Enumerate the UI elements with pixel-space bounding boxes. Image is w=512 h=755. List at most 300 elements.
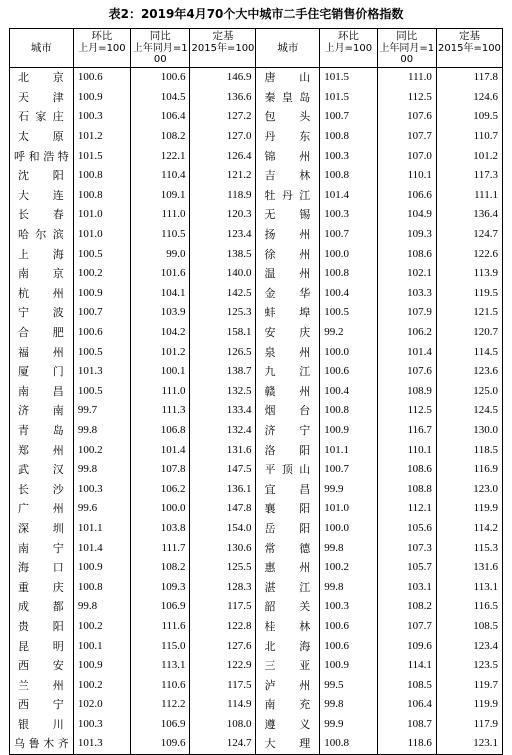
table-row: [10, 675, 503, 695]
table-row: [10, 362, 503, 382]
right-city-name: 襄阳: [256, 499, 320, 519]
right-city-name: 徐州: [256, 244, 320, 264]
left-yoy-value: 110.5: [131, 225, 190, 245]
right-base-value: 110.7: [436, 127, 502, 147]
left-mom-value: 100.8: [73, 186, 130, 206]
left-city-name: 福州: [10, 342, 74, 362]
right-base-value: 117.8: [436, 68, 502, 88]
right-base-value: 109.5: [436, 107, 502, 127]
table-row: [10, 244, 503, 264]
table-row: [10, 421, 503, 441]
left-city-name: 兰州: [10, 675, 74, 695]
right-city-name: 遵义: [256, 715, 320, 735]
left-base-value: 146.9: [190, 68, 256, 88]
right-base-value: 118.5: [436, 440, 502, 460]
right-yoy-value: 108.5: [377, 675, 436, 695]
mom-header-left: 环比: [73, 29, 130, 44]
left-mom-value: 100.6: [73, 68, 130, 88]
right-city-name: 岳阳: [256, 519, 320, 539]
left-city-name: 广州: [10, 499, 74, 519]
right-city-name: 泸州: [256, 675, 320, 695]
right-base-value: 116.9: [436, 460, 502, 480]
left-yoy-value: 104.5: [131, 88, 190, 108]
right-base-value: 119.9: [436, 695, 502, 715]
left-city-name: 西宁: [10, 695, 74, 715]
right-yoy-value: 101.4: [377, 342, 436, 362]
left-mom-value: 99.8: [73, 460, 130, 480]
left-mom-value: 100.8: [73, 166, 130, 186]
left-yoy-value: 104.1: [131, 284, 190, 304]
table-header: [10, 29, 503, 68]
left-yoy-value: 108.2: [131, 558, 190, 578]
left-base-value: 117.5: [190, 675, 256, 695]
right-city-name: 北海: [256, 636, 320, 656]
left-mom-value: 101.1: [73, 519, 130, 539]
left-city-name: 乌鲁木齐: [10, 734, 74, 754]
table-row: [10, 68, 503, 88]
left-mom-value: 100.6: [73, 323, 130, 343]
right-base-value: 124.6: [436, 88, 502, 108]
left-yoy-value: 103.9: [131, 303, 190, 323]
table-row: [10, 401, 503, 421]
table-row: [10, 715, 503, 735]
right-yoy-value: 105.7: [377, 558, 436, 578]
right-city-name: 包头: [256, 107, 320, 127]
left-base-value: 126.5: [190, 342, 256, 362]
left-yoy-value: 111.7: [131, 538, 190, 558]
base-subheader-right: 2015年=100: [436, 43, 502, 68]
right-yoy-value: 107.6: [377, 107, 436, 127]
right-city-name: 唐山: [256, 68, 320, 88]
right-base-value: 115.3: [436, 538, 502, 558]
left-city-name: 青岛: [10, 421, 74, 441]
right-yoy-value: 108.2: [377, 597, 436, 617]
right-city-name: 泉州: [256, 342, 320, 362]
right-mom-value: 100.7: [320, 460, 377, 480]
left-yoy-value: 111.6: [131, 617, 190, 637]
right-yoy-value: 110.1: [377, 440, 436, 460]
left-mom-value: 100.2: [73, 617, 130, 637]
right-base-value: 116.5: [436, 597, 502, 617]
left-base-value: 140.0: [190, 264, 256, 284]
table-row: [10, 617, 503, 637]
left-yoy-value: 111.3: [131, 401, 190, 421]
left-base-value: 132.4: [190, 421, 256, 441]
left-city-name: 合肥: [10, 323, 74, 343]
right-mom-value: 100.8: [320, 734, 377, 754]
right-base-value: 124.7: [436, 225, 502, 245]
table-row: [10, 264, 503, 284]
left-yoy-value: 99.0: [131, 244, 190, 264]
left-base-value: 128.3: [190, 577, 256, 597]
left-city-name: 厦门: [10, 362, 74, 382]
right-city-name: 金华: [256, 284, 320, 304]
right-mom-value: 100.3: [320, 597, 377, 617]
left-yoy-value: 107.8: [131, 460, 190, 480]
left-city-name: 大连: [10, 186, 74, 206]
left-base-value: 158.1: [190, 323, 256, 343]
left-mom-value: 101.3: [73, 734, 130, 754]
table-row: [10, 695, 503, 715]
right-base-value: 122.6: [436, 244, 502, 264]
right-mom-value: 100.0: [320, 519, 377, 539]
right-base-value: 119.9: [436, 499, 502, 519]
right-city-name: 大理: [256, 734, 320, 754]
right-mom-value: 100.6: [320, 362, 377, 382]
left-base-value: 123.4: [190, 225, 256, 245]
right-city-name: 常德: [256, 538, 320, 558]
table-row: [10, 499, 503, 519]
left-city-name: 太原: [10, 127, 74, 147]
left-base-value: 108.0: [190, 715, 256, 735]
left-base-value: 136.6: [190, 88, 256, 108]
left-mom-value: 100.3: [73, 715, 130, 735]
right-yoy-value: 109.3: [377, 225, 436, 245]
right-mom-value: 99.8: [320, 695, 377, 715]
right-mom-value: 99.8: [320, 577, 377, 597]
left-city-name: 西安: [10, 656, 74, 676]
table-row: [10, 558, 503, 578]
table-row: [10, 577, 503, 597]
right-city-name: 洛阳: [256, 440, 320, 460]
left-yoy-value: 109.3: [131, 577, 190, 597]
right-mom-value: 100.7: [320, 225, 377, 245]
right-city-name: 九江: [256, 362, 320, 382]
table-title: 表2：2019年4月70个大中城市二手住宅销售价格指数: [108, 7, 404, 21]
left-yoy-value: 101.2: [131, 342, 190, 362]
left-city-name: 成都: [10, 597, 74, 617]
left-yoy-value: 108.2: [131, 127, 190, 147]
right-mom-value: 101.0: [320, 499, 377, 519]
table-row: [10, 323, 503, 343]
right-yoy-value: 112.1: [377, 499, 436, 519]
left-base-value: 118.9: [190, 186, 256, 206]
left-mom-value: 101.0: [73, 205, 130, 225]
right-base-value: 130.0: [436, 421, 502, 441]
left-mom-value: 101.3: [73, 362, 130, 382]
left-city-name: 沈阳: [10, 166, 74, 186]
left-base-value: 154.0: [190, 519, 256, 539]
yoy-subheader-right: 上年同月=100: [377, 43, 436, 68]
left-yoy-value: 109.6: [131, 734, 190, 754]
left-city-name: 深圳: [10, 519, 74, 539]
left-city-name: 呼和浩特: [10, 146, 74, 166]
right-mom-value: 101.1: [320, 440, 377, 460]
left-yoy-value: 100.6: [131, 68, 190, 88]
left-base-value: 130.6: [190, 538, 256, 558]
right-mom-value: 100.0: [320, 342, 377, 362]
right-yoy-value: 107.6: [377, 362, 436, 382]
left-city-name: 济南: [10, 401, 74, 421]
left-mom-value: 100.1: [73, 636, 130, 656]
right-mom-value: 100.8: [320, 264, 377, 284]
right-yoy-value: 106.4: [377, 695, 436, 715]
right-mom-value: 99.5: [320, 675, 377, 695]
left-base-value: 114.9: [190, 695, 256, 715]
right-yoy-value: 107.9: [377, 303, 436, 323]
right-mom-value: 101.4: [320, 186, 377, 206]
right-base-value: 111.1: [436, 186, 502, 206]
right-mom-value: 101.5: [320, 68, 377, 88]
right-base-value: 125.0: [436, 382, 502, 402]
left-base-value: 147.8: [190, 499, 256, 519]
right-city-name: 温州: [256, 264, 320, 284]
table-row: [10, 342, 503, 362]
right-yoy-value: 108.7: [377, 715, 436, 735]
left-base-value: 126.4: [190, 146, 256, 166]
left-base-value: 136.1: [190, 479, 256, 499]
left-mom-value: 100.9: [73, 284, 130, 304]
table-row: [10, 734, 503, 754]
right-mom-value: 100.8: [320, 127, 377, 147]
right-city-name: 湛江: [256, 577, 320, 597]
left-mom-value: 102.0: [73, 695, 130, 715]
right-base-value: 108.5: [436, 617, 502, 637]
right-mom-value: 99.2: [320, 323, 377, 343]
right-mom-value: 100.4: [320, 382, 377, 402]
mom-subheader-right: 上月=100: [320, 43, 377, 68]
right-yoy-value: 108.6: [377, 460, 436, 480]
right-city-name: 烟台: [256, 401, 320, 421]
table-row: [10, 127, 503, 147]
left-city-name: 哈尔滨: [10, 225, 74, 245]
right-yoy-value: 108.9: [377, 382, 436, 402]
right-city-name: 秦皇岛: [256, 88, 320, 108]
left-base-value: 142.5: [190, 284, 256, 304]
left-yoy-value: 106.9: [131, 715, 190, 735]
right-city-name: 韶关: [256, 597, 320, 617]
base-subheader-left: 2015年=100: [190, 43, 256, 68]
right-base-value: 114.2: [436, 519, 502, 539]
right-base-value: 117.9: [436, 715, 502, 735]
right-mom-value: 99.8: [320, 538, 377, 558]
left-yoy-value: 113.1: [131, 656, 190, 676]
left-mom-value: 100.5: [73, 342, 130, 362]
right-base-value: 123.4: [436, 636, 502, 656]
right-mom-value: 100.9: [320, 421, 377, 441]
table-row: [10, 303, 503, 323]
table-row: [10, 519, 503, 539]
left-mom-value: 100.3: [73, 107, 130, 127]
left-yoy-value: 100.1: [131, 362, 190, 382]
right-mom-value: 100.6: [320, 617, 377, 637]
right-mom-value: 100.3: [320, 146, 377, 166]
right-city-name: 赣州: [256, 382, 320, 402]
right-mom-value: 101.5: [320, 88, 377, 108]
left-mom-value: 100.2: [73, 675, 130, 695]
right-base-value: 123.1: [436, 734, 502, 754]
left-base-value: 131.6: [190, 440, 256, 460]
table-row: [10, 225, 503, 245]
table-row: [10, 88, 503, 108]
left-city-name: 海口: [10, 558, 74, 578]
right-city-name: 锦州: [256, 146, 320, 166]
right-city-name: 南充: [256, 695, 320, 715]
left-city-name: 杭州: [10, 284, 74, 304]
left-yoy-value: 100.0: [131, 499, 190, 519]
right-yoy-value: 109.6: [377, 636, 436, 656]
right-yoy-value: 110.1: [377, 166, 436, 186]
right-yoy-value: 112.5: [377, 88, 436, 108]
right-yoy-value: 111.0: [377, 68, 436, 88]
left-city-name: 郑州: [10, 440, 74, 460]
left-yoy-value: 106.8: [131, 421, 190, 441]
right-base-value: 119.7: [436, 675, 502, 695]
left-city-name: 长春: [10, 205, 74, 225]
right-city-name: 丹东: [256, 127, 320, 147]
left-mom-value: 101.2: [73, 127, 130, 147]
right-base-value: 101.2: [436, 146, 502, 166]
left-base-value: 133.4: [190, 401, 256, 421]
right-yoy-value: 102.1: [377, 264, 436, 284]
table-row: [10, 146, 503, 166]
left-yoy-value: 106.9: [131, 597, 190, 617]
left-base-value: 127.0: [190, 127, 256, 147]
mom-subheader-left: 上月=100: [73, 43, 130, 68]
table-row: [10, 205, 503, 225]
right-base-value: 121.5: [436, 303, 502, 323]
right-yoy-value: 116.7: [377, 421, 436, 441]
mom-header-right: 环比: [320, 29, 377, 44]
left-mom-value: 100.9: [73, 558, 130, 578]
base-header-left: 定基: [190, 29, 256, 44]
left-city-name: 长沙: [10, 479, 74, 499]
left-mom-value: 101.4: [73, 538, 130, 558]
price-index-table: [9, 28, 503, 755]
left-city-name: 南宁: [10, 538, 74, 558]
left-mom-value: 100.2: [73, 264, 130, 284]
left-city-name: 重庆: [10, 577, 74, 597]
table-row: [10, 538, 503, 558]
table-row: [10, 656, 503, 676]
left-mom-value: 99.8: [73, 421, 130, 441]
right-city-name: 扬州: [256, 225, 320, 245]
right-base-value: 131.6: [436, 558, 502, 578]
left-city-name: 宁波: [10, 303, 74, 323]
left-mom-value: 101.5: [73, 146, 130, 166]
table-row: [10, 382, 503, 402]
left-city-name: 银川: [10, 715, 74, 735]
right-base-value: 120.7: [436, 323, 502, 343]
right-mom-value: 100.8: [320, 401, 377, 421]
left-yoy-value: 122.1: [131, 146, 190, 166]
left-yoy-value: 106.4: [131, 107, 190, 127]
left-yoy-value: 101.4: [131, 440, 190, 460]
left-mom-value: 100.2: [73, 440, 130, 460]
left-city-name: 上海: [10, 244, 74, 264]
left-city-name: 天津: [10, 88, 74, 108]
right-mom-value: 100.2: [320, 558, 377, 578]
right-mom-value: 99.9: [320, 715, 377, 735]
right-base-value: 123.0: [436, 479, 502, 499]
right-yoy-value: 103.3: [377, 284, 436, 304]
left-yoy-value: 111.0: [131, 205, 190, 225]
right-mom-value: 100.0: [320, 244, 377, 264]
left-base-value: 127.6: [190, 636, 256, 656]
right-city-name: 无锡: [256, 205, 320, 225]
left-base-value: 138.5: [190, 244, 256, 264]
right-yoy-value: 107.3: [377, 538, 436, 558]
right-city-name: 济宁: [256, 421, 320, 441]
left-base-value: 125.5: [190, 558, 256, 578]
left-yoy-value: 111.0: [131, 382, 190, 402]
right-yoy-value: 107.7: [377, 127, 436, 147]
left-mom-value: 100.3: [73, 479, 130, 499]
left-mom-value: 100.8: [73, 577, 130, 597]
right-yoy-value: 108.8: [377, 479, 436, 499]
left-city-name: 贵阳: [10, 617, 74, 637]
right-yoy-value: 107.0: [377, 146, 436, 166]
right-base-value: 113.9: [436, 264, 502, 284]
right-base-value: 114.5: [436, 342, 502, 362]
right-base-value: 113.1: [436, 577, 502, 597]
right-mom-value: 100.9: [320, 656, 377, 676]
right-mom-value: 99.9: [320, 479, 377, 499]
table-body: [10, 68, 503, 755]
left-yoy-value: 103.8: [131, 519, 190, 539]
yoy-header-left: 同比: [131, 29, 190, 44]
right-yoy-value: 105.6: [377, 519, 436, 539]
right-mom-value: 100.4: [320, 284, 377, 304]
left-mom-value: 101.0: [73, 225, 130, 245]
left-city-name: 石家庄: [10, 107, 74, 127]
right-city-name: 安庆: [256, 323, 320, 343]
left-mom-value: 100.5: [73, 382, 130, 402]
right-mom-value: 100.8: [320, 166, 377, 186]
table-row: [10, 107, 503, 127]
table-row: [10, 636, 503, 656]
left-mom-value: 100.5: [73, 244, 130, 264]
table-row: [10, 186, 503, 206]
right-yoy-value: 108.6: [377, 244, 436, 264]
right-city-name: 宜昌: [256, 479, 320, 499]
left-yoy-value: 112.2: [131, 695, 190, 715]
left-base-value: 121.2: [190, 166, 256, 186]
left-yoy-value: 110.4: [131, 166, 190, 186]
right-yoy-value: 107.7: [377, 617, 436, 637]
table-row: [10, 597, 503, 617]
yoy-header-right: 同比: [377, 29, 436, 44]
right-base-value: 119.5: [436, 284, 502, 304]
right-yoy-value: 106.6: [377, 186, 436, 206]
left-mom-value: 100.7: [73, 303, 130, 323]
right-city-name: 平顶山: [256, 460, 320, 480]
table-row: [10, 479, 503, 499]
left-base-value: 125.3: [190, 303, 256, 323]
city-header-left: 城市: [10, 29, 74, 68]
left-base-value: 120.3: [190, 205, 256, 225]
left-yoy-value: 101.6: [131, 264, 190, 284]
left-base-value: 122.8: [190, 617, 256, 637]
table-row: [10, 166, 503, 186]
right-base-value: 117.3: [436, 166, 502, 186]
right-yoy-value: 103.1: [377, 577, 436, 597]
left-city-name: 南昌: [10, 382, 74, 402]
right-yoy-value: 106.2: [377, 323, 436, 343]
left-yoy-value: 115.0: [131, 636, 190, 656]
right-mom-value: 100.6: [320, 636, 377, 656]
left-base-value: 124.7: [190, 734, 256, 754]
right-city-name: 惠州: [256, 558, 320, 578]
right-yoy-value: 112.5: [377, 401, 436, 421]
right-yoy-value: 104.9: [377, 205, 436, 225]
right-city-name: 牡丹江: [256, 186, 320, 206]
right-city-name: 蚌埠: [256, 303, 320, 323]
right-base-value: 123.6: [436, 362, 502, 382]
left-mom-value: 99.7: [73, 401, 130, 421]
right-yoy-value: 114.1: [377, 656, 436, 676]
left-base-value: 117.5: [190, 597, 256, 617]
